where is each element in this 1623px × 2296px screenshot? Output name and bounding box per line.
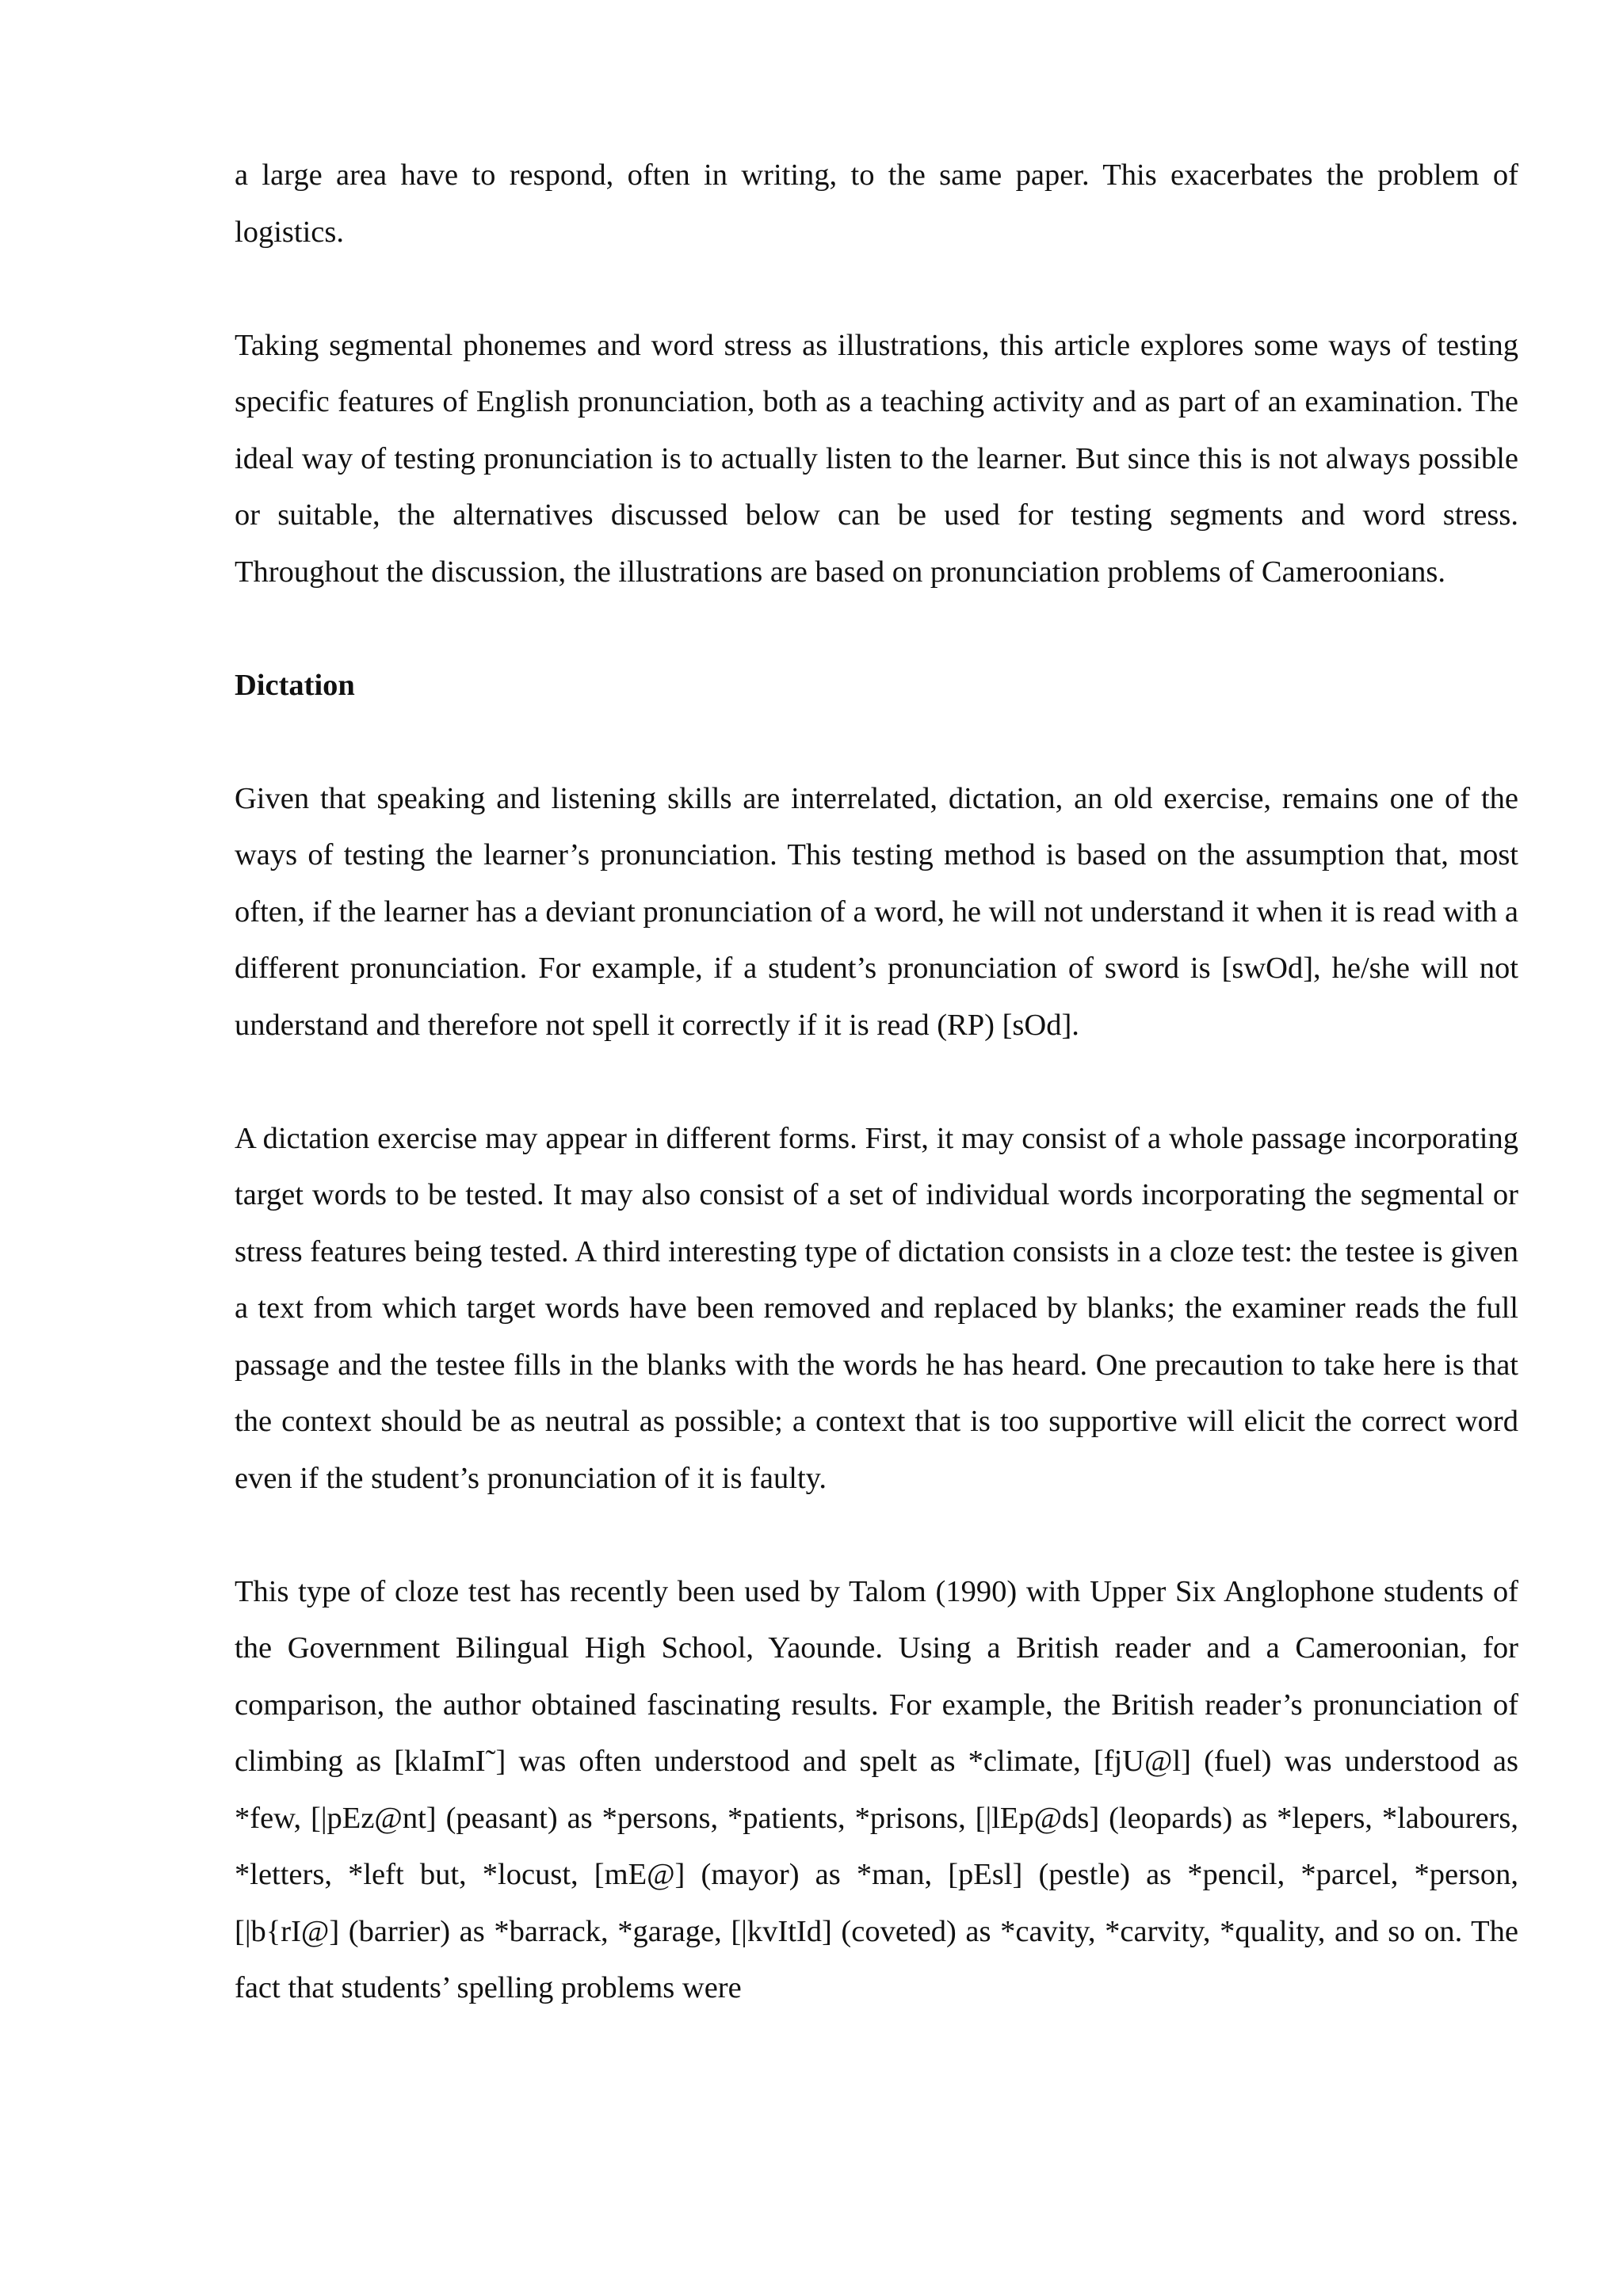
paragraph-1: a large area have to respond, often in writing, to the same paper. This exacerbates the problem of logistics. xyxy=(235,158,1518,249)
paragraph-gap xyxy=(235,1054,1518,1111)
paragraph-4: A dictation exercise may appear in different forms. First, it may consist of a whole passage incorporating target words to be tested. It may also consist of a set of individual words incorporating the segmental or stress features being tested. A third interesting type of dictation consists in a cloze test: the testee is given a text from which target words have been removed and replaced by blanks; the examiner reads the full passage and the testee fills in the blanks with the words he has heard. One precaution to take here is that the context should be as neutral as possible; a context that is too supportive will elicit the correct word even if the student’s pronunciation of it is faulty. xyxy=(235,1121,1518,1495)
paragraph-5: This type of cloze test has recently been used by Talom (1990) with Upper Six Anglophone students of the Government Bilingual High School, Yaounde. Using a British reader and a Cameroonian, for comparison, the author obtained fascinating results. For example, the British reader’s pronunciation of climbing as [klaImI˜] was often understood and spelt as *climate, [fjU@l] (fuel) was understood as *few, [|pEz@nt] (peasant) as *persons, *patients, *prisons, [|lEp@ds] (leopards) as *lepers, *labourers, *letters, *left but, *locust, [mE@] (mayor) as *man, [pEsl] (pestle) as *pencil, *parcel, *person, [|b{rI@] (barrier) as *barrack, *garage, [|kvItId] (coveted) as *cavity, *carvity, *quality, and so on. The fact that students’ spelling problems were xyxy=(235,1574,1518,2004)
paragraph-gap xyxy=(235,601,1518,658)
document-page xyxy=(235,147,1518,2017)
section-heading-dictation: Dictation xyxy=(235,668,355,702)
paragraph-gap xyxy=(235,261,1518,318)
paragraph-3: Given that speaking and listening skills are interrelated, dictation, an old exercise, remains one of the ways of testing the learner’s pronunciation. This testing method is based on the assumption that, most often, if the learner has a deviant pronunciation of a word, he will not understand it when it is read with a different pronunciation. For example, if a student’s pronunciation of sword is [swOd], he/she will not understand and therefore not spell it correctly if it is read (RP) [sOd]. xyxy=(235,781,1518,1042)
paragraph-gap xyxy=(235,1507,1518,1564)
paragraph-2: Taking segmental phonemes and word stress as illustrations, this article explores some ways of testing specific features of English pronunciation, both as a teaching activity and as part of an examination. The ideal way of testing pronunciation is to actually listen to the learner. But since this is not always possible or suitable, the alternatives discussed below can be used for testing segments and word stress. Throughout the discussion, the illustrations are based on pronunciation problems of Cameroonians. xyxy=(235,328,1518,589)
paragraph-gap xyxy=(235,714,1518,771)
